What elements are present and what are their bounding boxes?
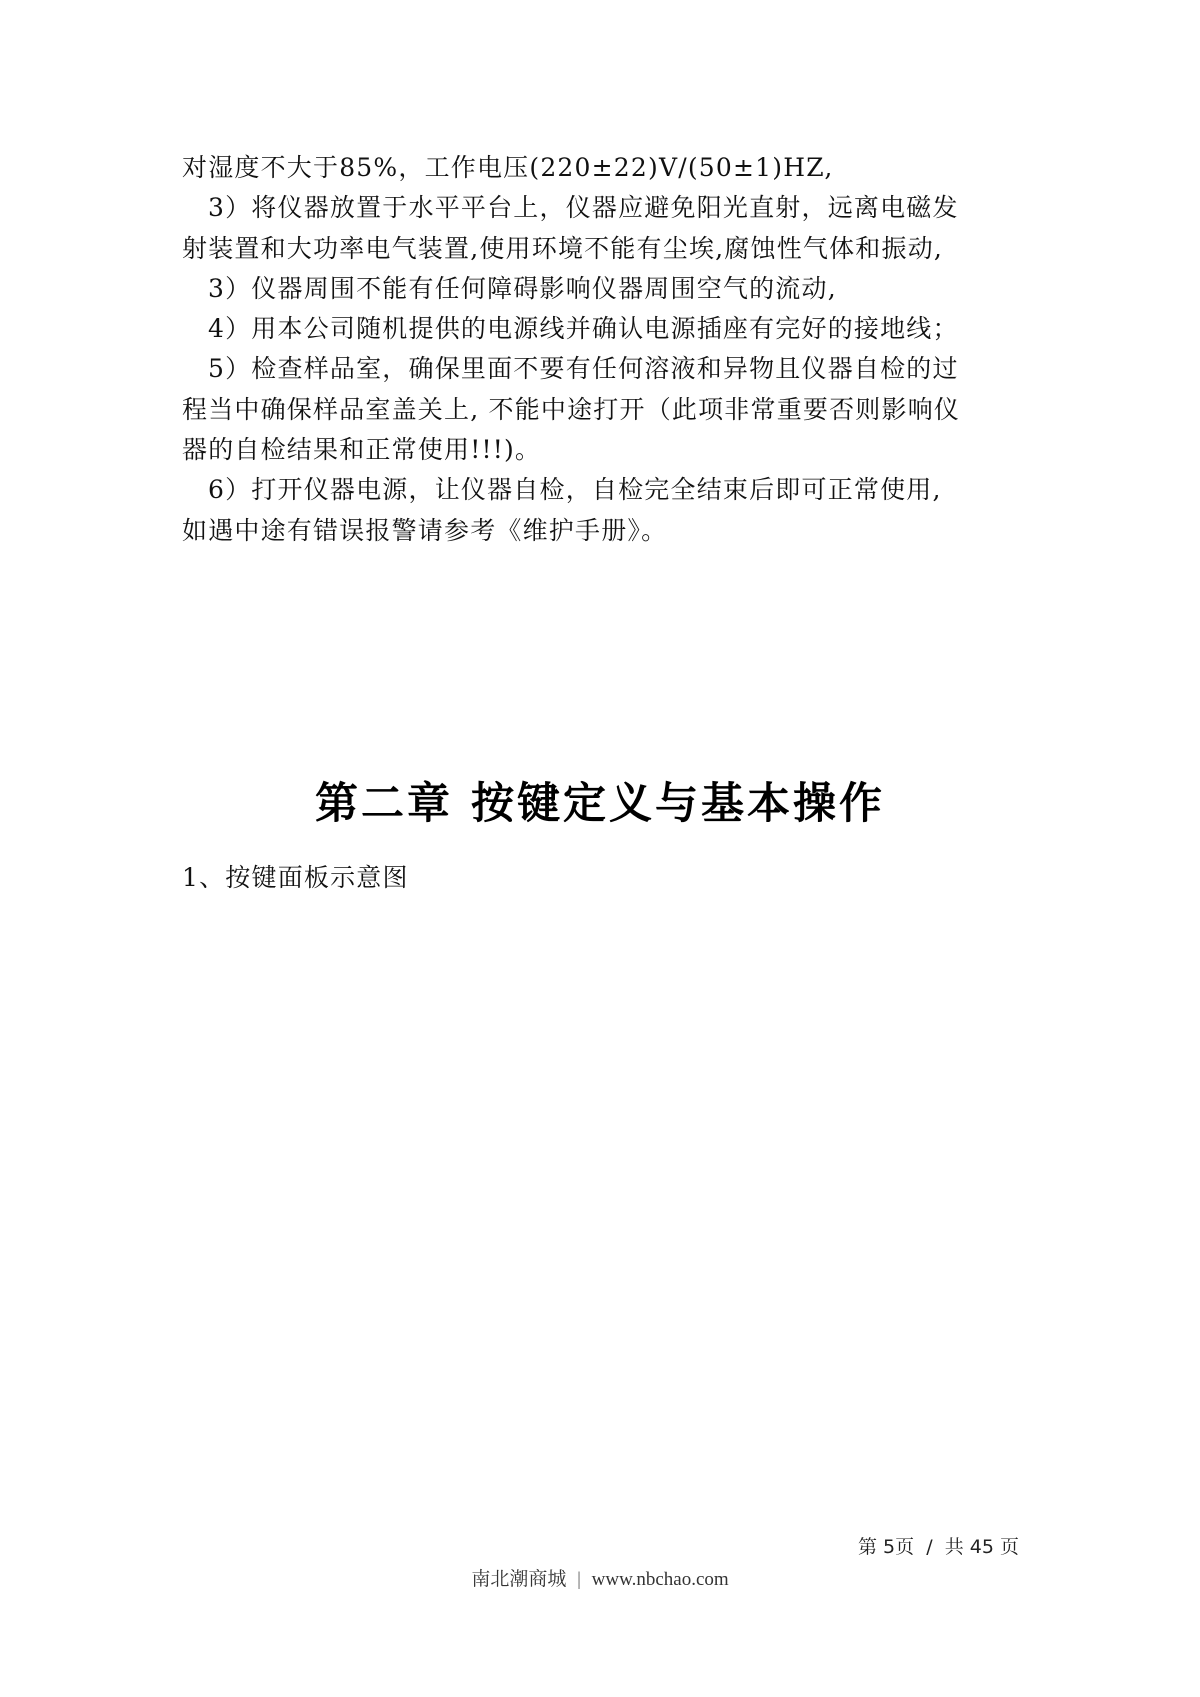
- body-line: 6）打开仪器电源，让仪器自检，自检完全结束后即可正常使用,: [208, 475, 942, 505]
- footer-separator: |: [577, 1569, 581, 1590]
- body-text: [182, 148, 1028, 551]
- section-heading: 1、按键面板示意图: [182, 863, 409, 892]
- body-line: 如遇中途有错误报警请参考《维护手册》。: [182, 515, 668, 545]
- footer-site-name: 南北潮商城: [471, 1569, 567, 1590]
- body-line: 对湿度不大于85%，工作电压(220±22)V/(50±1)HZ,: [182, 153, 834, 182]
- body-line: 射装置和大功率电气装置,使用环境不能有尘埃,腐蚀性气体和振动,: [182, 233, 944, 263]
- body-line: 程当中确保样品室盖关上, 不能中途打开（此项非常重要否则影响仪: [182, 394, 961, 424]
- body-line: 3）仪器周围不能有任何障碍影响仪器周围空气的流动,: [208, 273, 837, 303]
- body-line: 器的自检结果和正常使用!!!)。: [182, 435, 542, 465]
- footer-url-link[interactable]: www.nbchao.com: [591, 1569, 729, 1590]
- chapter-title: 第二章 按键定义与基本操作: [315, 779, 885, 829]
- body-line: 4）用本公司随机提供的电源线并确认电源插座有完好的接地线；: [208, 314, 959, 344]
- body-line: 5）检查样品室，确保里面不要有任何溶液和异物且仪器自检的过: [208, 354, 959, 384]
- footer: [0, 1564, 1200, 1591]
- page-number: 第 5页 / 共 45 页: [858, 1536, 1019, 1558]
- body-line: 3）将仪器放置于水平平台上，仪器应避免阳光直射，远离电磁发: [208, 193, 959, 223]
